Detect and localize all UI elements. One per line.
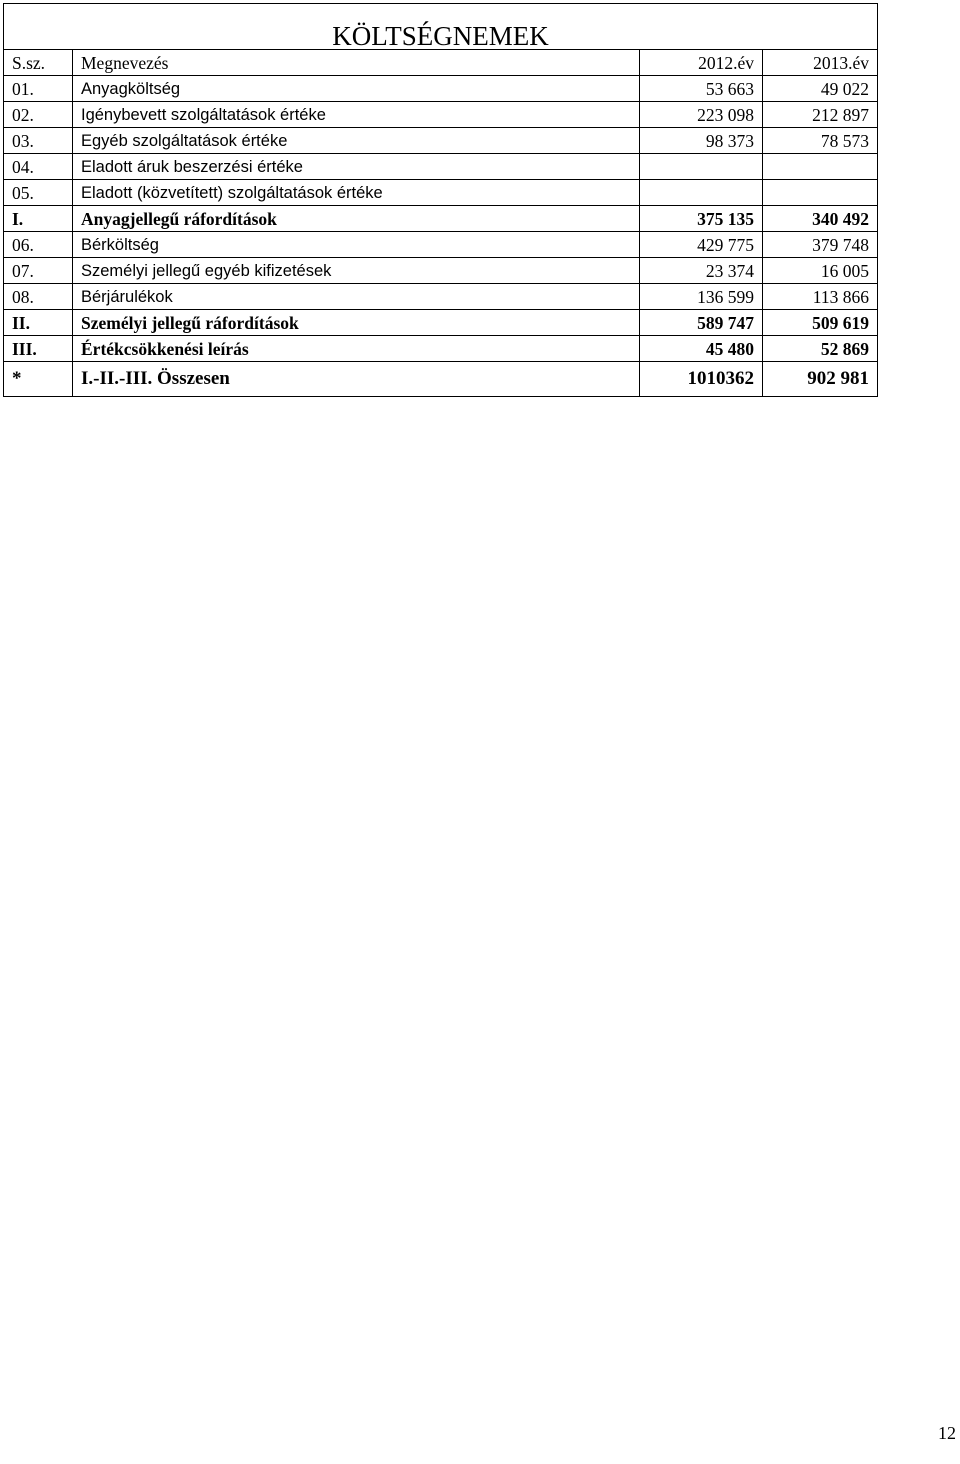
table-row xyxy=(4,128,878,154)
table-row xyxy=(4,336,878,362)
total-row xyxy=(4,362,878,397)
row-name: Eladott (közvetített) szolgáltatások értéke xyxy=(73,180,640,206)
row-value-2013: 379 748 xyxy=(763,232,878,258)
table-row xyxy=(4,154,878,180)
page-number: 12 xyxy=(938,1423,956,1443)
row-name: Értékcsökkenési leírás xyxy=(73,336,640,362)
row-value-2013: 49 022 xyxy=(763,76,878,102)
row-value-2012 xyxy=(640,180,763,206)
row-serial-number: 06. xyxy=(4,232,73,258)
row-value-2012: 53 663 xyxy=(640,76,763,102)
header-name: Megnevezés xyxy=(73,50,640,76)
row-serial-number: 05. xyxy=(4,180,73,206)
row-name: Anyagjellegű ráfordítások xyxy=(73,206,640,232)
row-name: Bérköltség xyxy=(73,232,640,258)
row-value-2012: 375 135 xyxy=(640,206,763,232)
row-name: Személyi jellegű egyéb kifizetések xyxy=(73,258,640,284)
row-name: Bérjárulékok xyxy=(73,284,640,310)
row-serial-number: 01. xyxy=(4,76,73,102)
row-value-2013: 16 005 xyxy=(763,258,878,284)
table-row xyxy=(4,310,878,336)
row-serial-number: 02. xyxy=(4,102,73,128)
header-year-2012: 2012.év xyxy=(640,50,763,76)
cost-types-table xyxy=(3,3,878,397)
row-name: Anyagköltség xyxy=(73,76,640,102)
row-value-2012: 589 747 xyxy=(640,310,763,336)
row-value-2012: 23 374 xyxy=(640,258,763,284)
row-value-2012: 45 480 xyxy=(640,336,763,362)
row-value-2013 xyxy=(763,154,878,180)
row-serial-number: 08. xyxy=(4,284,73,310)
row-serial-number: III. xyxy=(4,336,73,362)
total-name: I.-II.-III. Összesen xyxy=(73,362,640,397)
row-name: Eladott áruk beszerzési értéke xyxy=(73,154,640,180)
row-value-2013: 509 619 xyxy=(763,310,878,336)
row-value-2012: 429 775 xyxy=(640,232,763,258)
row-value-2013: 52 869 xyxy=(763,336,878,362)
table-row xyxy=(4,284,878,310)
row-serial-number: 04. xyxy=(4,154,73,180)
row-name: Egyéb szolgáltatások értéke xyxy=(73,128,640,154)
row-value-2013: 212 897 xyxy=(763,102,878,128)
table-row xyxy=(4,76,878,102)
row-value-2013: 113 866 xyxy=(763,284,878,310)
row-name: Személyi jellegű ráfordítások xyxy=(73,310,640,336)
table-row xyxy=(4,180,878,206)
row-serial-number: 03. xyxy=(4,128,73,154)
row-value-2012: 136 599 xyxy=(640,284,763,310)
table-title: KÖLTSÉGNEMEK xyxy=(4,4,878,50)
total-value-2012: 1010362 xyxy=(640,362,763,397)
row-serial-number: I. xyxy=(4,206,73,232)
row-name: Igénybevett szolgáltatások értéke xyxy=(73,102,640,128)
header-serial-number: S.sz. xyxy=(4,50,73,76)
row-serial-number: 07. xyxy=(4,258,73,284)
row-value-2012: 98 373 xyxy=(640,128,763,154)
table-row xyxy=(4,206,878,232)
row-value-2013: 78 573 xyxy=(763,128,878,154)
row-value-2012: 223 098 xyxy=(640,102,763,128)
row-value-2012 xyxy=(640,154,763,180)
table-row xyxy=(4,102,878,128)
row-value-2013: 340 492 xyxy=(763,206,878,232)
table-row xyxy=(4,258,878,284)
header-row xyxy=(4,50,878,76)
total-value-2013: 902 981 xyxy=(763,362,878,397)
row-value-2013 xyxy=(763,180,878,206)
header-year-2013: 2013.év xyxy=(763,50,878,76)
row-serial-number: II. xyxy=(4,310,73,336)
title-row xyxy=(4,4,878,50)
table-row xyxy=(4,232,878,258)
total-serial-number: * xyxy=(4,362,73,397)
